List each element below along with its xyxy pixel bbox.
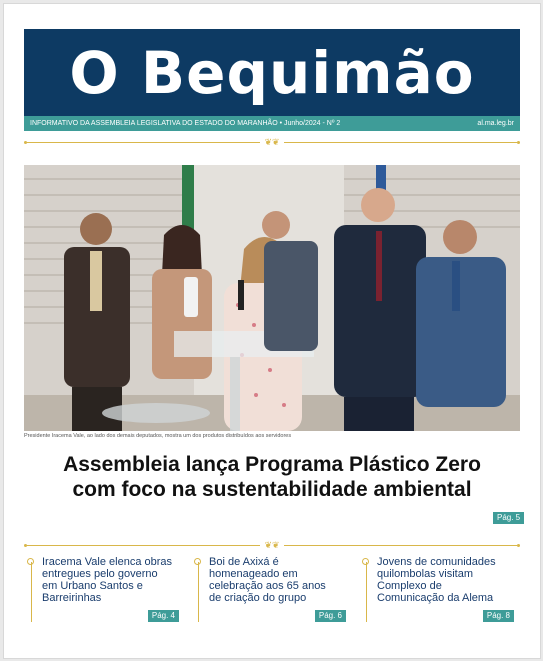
teaser-page-tag[interactable]: Pág. 6: [315, 610, 346, 622]
top-ornament-divider: [24, 137, 520, 147]
mid-ornament-divider: [24, 540, 520, 550]
masthead: [24, 29, 520, 116]
website-link[interactable]: al.ma.leg.br: [477, 120, 514, 127]
masthead-title: O Bequimão: [69, 38, 475, 107]
headline-line-2: com foco na sustentabilidade ambiental: [72, 478, 472, 501]
teaser-text: Iracema Vale elenca obras entregues pelo governo em Urbano Santos e Barreirinhas: [42, 556, 173, 604]
ornament-icon: ❦❦: [264, 136, 280, 147]
teaser-text: Jovens de comunidades quilombolas visitam Complexo de Comunicação da Alema: [377, 556, 496, 604]
masthead-subtitle: INFORMATIVO DA ASSEMBLEIA LEGISLATIVA DO ESTADO DO MARANHÃO • Junho/2024 - Nº 2: [30, 120, 341, 127]
lead-photo-illustration: [24, 165, 520, 431]
lead-photo: [24, 165, 520, 431]
headline-line-1: Assembleia lança Programa Plástico Zero: [63, 453, 481, 476]
teaser-3[interactable]: [362, 556, 514, 622]
ornament-icon: ❦❦: [264, 539, 280, 550]
teaser-page-tag[interactable]: Pág. 4: [148, 610, 179, 622]
teaser-2[interactable]: [194, 556, 346, 622]
teaser-1[interactable]: [27, 556, 179, 622]
teaser-page-tag[interactable]: Pág. 8: [483, 610, 514, 622]
lead-headline[interactable]: [24, 452, 520, 502]
masthead-subbar: [24, 116, 520, 131]
lead-page-tag[interactable]: Pág. 5: [493, 512, 524, 524]
teaser-text: Boi de Axixá é homenageado em celebração aos 65 anos de criação do grupo: [209, 556, 326, 604]
photo-caption: Presidente Iracema Vale, ao lado dos demais deputados, mostra um dos produtos distribuídos aos servidores: [24, 433, 292, 439]
